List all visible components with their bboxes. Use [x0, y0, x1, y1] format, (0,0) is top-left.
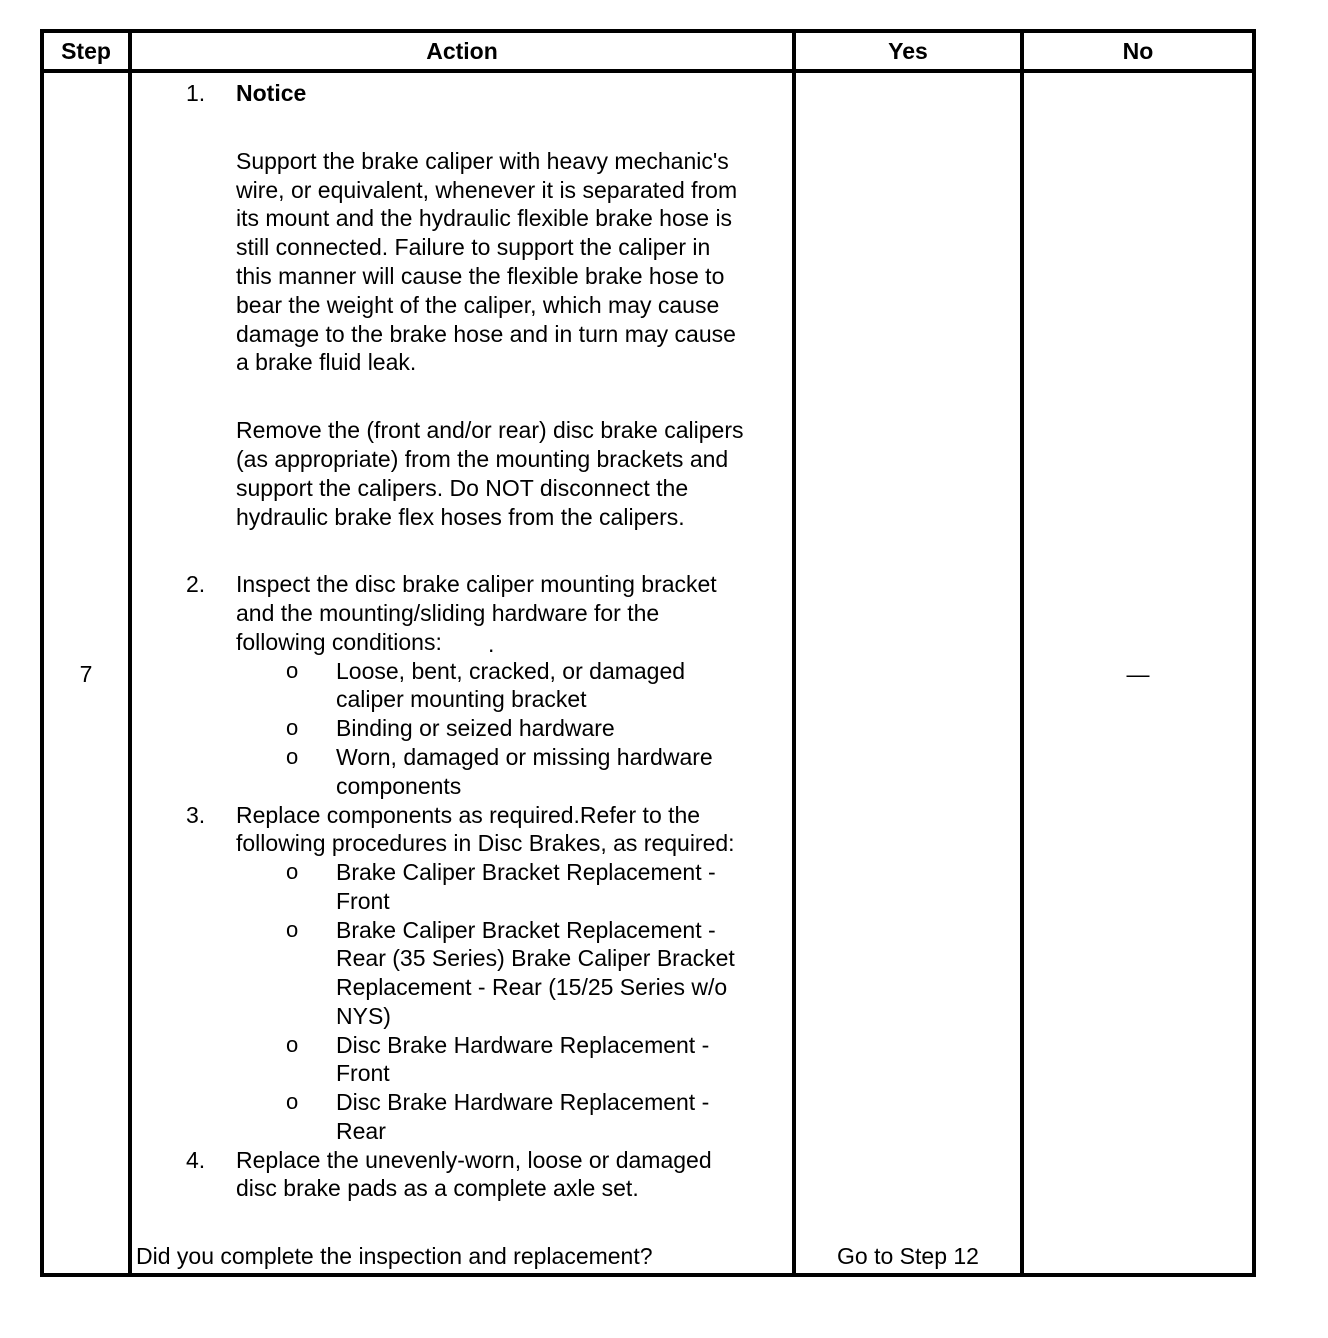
- item-number: 3.: [186, 802, 206, 828]
- bullet-icon: o: [286, 1032, 299, 1057]
- bullet-line: Front: [336, 888, 390, 914]
- notice-line: still connected. Failure to support the caliper in: [236, 234, 711, 260]
- item-number: 1.: [186, 80, 206, 106]
- item-line: Replace components as required.Refer to the: [236, 802, 701, 828]
- bullet-line: Binding or seized hardware: [336, 715, 615, 741]
- item-line: disc brake pads as a complete axle set.: [236, 1175, 639, 1201]
- bullet-line: NYS): [336, 1003, 391, 1029]
- header-divider: [40, 69, 1256, 73]
- item-line: and the mounting/sliding hardware for the: [236, 600, 660, 626]
- notice-line: damage to the brake hose and in turn may cause: [236, 321, 736, 347]
- notice-title: Notice: [236, 80, 307, 106]
- remove-line: support the calipers. Do NOT disconnect the: [236, 475, 689, 501]
- bullet-line: Loose, bent, cracked, or damaged: [336, 658, 686, 684]
- stray-mark: .: [488, 631, 495, 657]
- bullet-line: caliper mounting bracket: [336, 686, 587, 712]
- bullet-icon: o: [286, 1089, 299, 1114]
- remove-line: (as appropriate) from the mounting brackets and: [236, 446, 729, 472]
- bullet-icon: o: [286, 715, 299, 740]
- notice-line: a brake fluid leak.: [236, 349, 417, 375]
- bullet-line: Front: [336, 1060, 390, 1086]
- item-number: 2.: [186, 571, 206, 597]
- question-text: Did you complete the inspection and replacement?: [136, 1243, 653, 1269]
- bullet-icon: o: [286, 917, 299, 942]
- bullet-line: Worn, damaged or missing hardware: [336, 744, 713, 770]
- column-divider: [128, 29, 132, 1277]
- bullet-icon: o: [286, 658, 299, 683]
- bullet-line: Rear (35 Series) Brake Caliper Bracket: [336, 945, 735, 971]
- bullet-line: Brake Caliper Bracket Replacement -: [336, 917, 716, 943]
- bullet-line: Brake Caliper Bracket Replacement -: [336, 859, 716, 885]
- bullet-line: Disc Brake Hardware Replacement -: [336, 1032, 710, 1058]
- notice-line: this manner will cause the flexible brake hose to: [236, 263, 725, 289]
- header-step: Step: [61, 38, 111, 64]
- item-line: Inspect the disc brake caliper mounting bracket: [236, 571, 717, 597]
- yes-result: Go to Step 12: [837, 1243, 979, 1269]
- bullet-line: Disc Brake Hardware Replacement -: [336, 1089, 710, 1115]
- bullet-icon: o: [286, 859, 299, 884]
- notice-line: Support the brake caliper with heavy mechanic's: [236, 148, 729, 174]
- notice-line: its mount and the hydraulic flexible brake hose is: [236, 205, 733, 231]
- header-no: No: [1122, 38, 1154, 64]
- bullet-icon: o: [286, 744, 299, 769]
- notice-line: bear the weight of the caliper, which may cause: [236, 292, 720, 318]
- column-divider: [1020, 29, 1024, 1277]
- item-line: Replace the unevenly-worn, loose or damaged: [236, 1147, 712, 1173]
- column-divider: [792, 29, 796, 1277]
- step-number: 7: [79, 661, 93, 687]
- bullet-line: components: [336, 773, 462, 799]
- remove-line: Remove the (front and/or rear) disc brake calipers: [236, 417, 744, 443]
- remove-line: hydraulic brake flex hoses from the calipers.: [236, 504, 685, 530]
- bullet-line: Replacement - Rear (15/25 Series w/o: [336, 974, 728, 1000]
- item-line: following procedures in Disc Brakes, as required:: [236, 830, 735, 856]
- item-number: 4.: [186, 1147, 206, 1173]
- item-line: following conditions:: [236, 629, 442, 655]
- no-result: —: [1126, 661, 1150, 687]
- bullet-line: Rear: [336, 1118, 386, 1144]
- header-yes: Yes: [888, 38, 928, 64]
- notice-line: wire, or equivalent, whenever it is separated from: [236, 177, 738, 203]
- header-action: Action: [426, 38, 498, 64]
